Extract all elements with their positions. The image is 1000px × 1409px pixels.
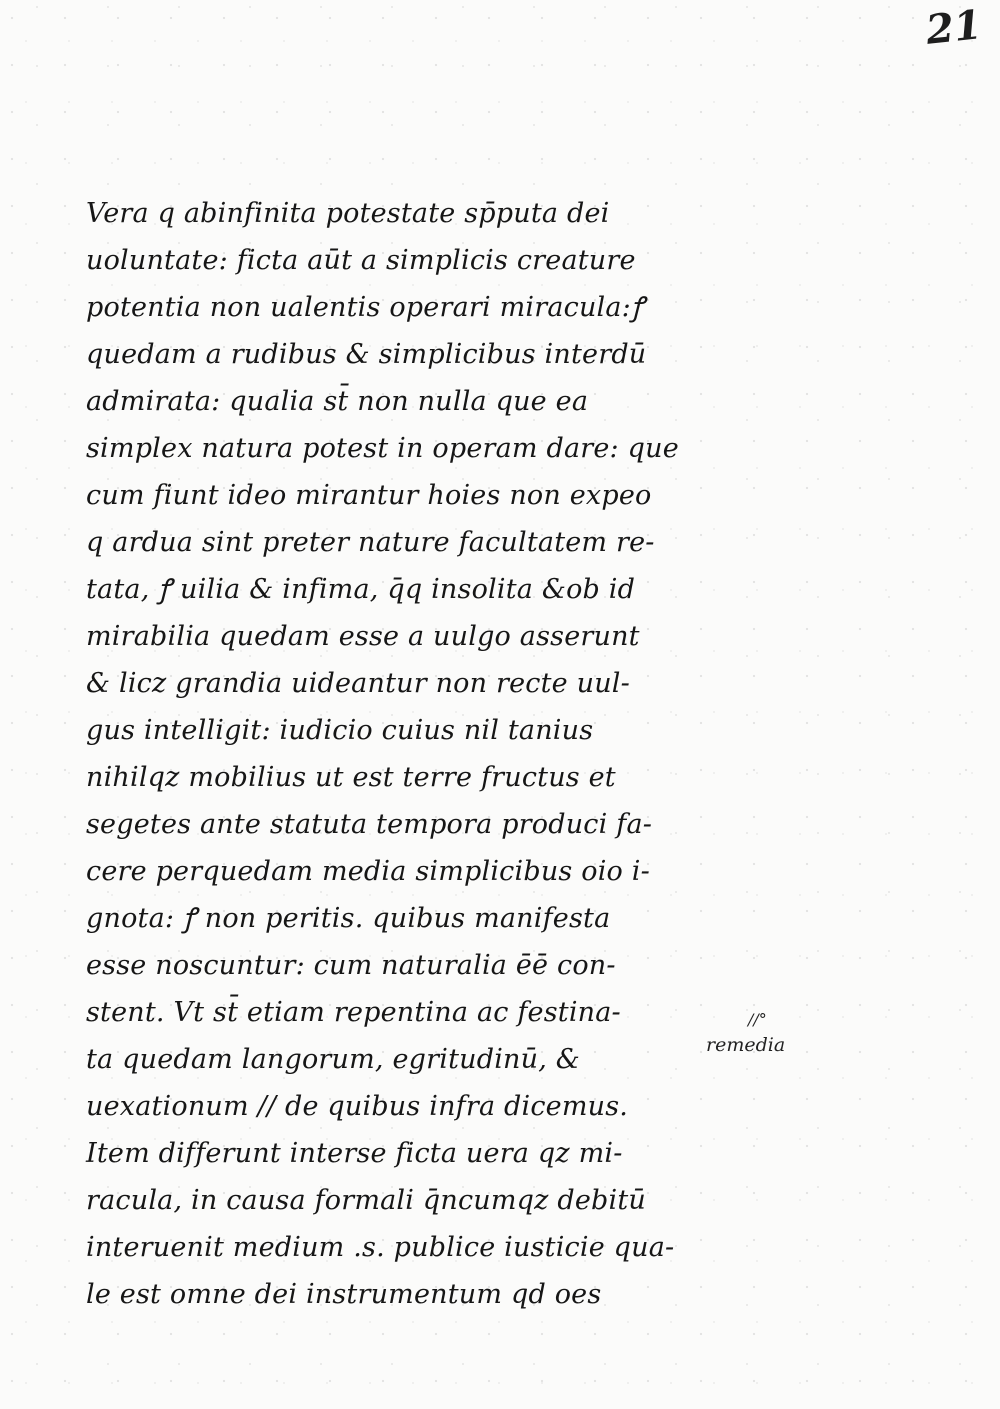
manuscript-line: q ardua sint preter nature facultatem re- bbox=[86, 527, 655, 558]
manuscript-line: gus intelligit: iudicio cuius nil tanius bbox=[86, 715, 594, 746]
manuscript-line: nihilqz mobilius ut est terre fructus et bbox=[86, 762, 616, 793]
manuscript-line: cum fiunt ideo mirantur hoies non expeo bbox=[86, 480, 652, 511]
folio-number: 21 bbox=[924, 1, 985, 54]
manuscript-line: Vera q abinfinita potestate sp̄puta dei bbox=[86, 198, 610, 229]
manuscript-line: interuenit medium .s. publice iusticie qua- bbox=[86, 1232, 675, 1263]
manuscript-line: mirabilia quedam esse a uulgo asserunt bbox=[86, 621, 640, 652]
manuscript-line: esse noscuntur: cum naturalia ēē con- bbox=[86, 950, 616, 981]
margin-note-text: remedia bbox=[706, 1034, 786, 1056]
manuscript-line: stent. Vt st̄ etiam repentina ac festina- bbox=[86, 997, 621, 1028]
manuscript-text-block bbox=[86, 190, 686, 1318]
margin-insertion-mark: //° bbox=[748, 1010, 767, 1029]
manuscript-line: uexationum // de quibus infra dicemus. bbox=[86, 1091, 629, 1122]
manuscript-line: tata, ꝭ uilia & infima, q̄q insolita &ob id bbox=[86, 574, 636, 605]
manuscript-line: quedam a rudibus & simplicibus interdū bbox=[86, 339, 647, 370]
manuscript-line: admirata: qualia st̄ non nulla que ea bbox=[86, 386, 589, 417]
manuscript-line: ta quedam langorum, egritudinū, & bbox=[86, 1044, 581, 1075]
manuscript-line: le est omne dei instrumentum qd oes bbox=[86, 1279, 602, 1310]
manuscript-line: Item differunt interse ficta uera qz mi- bbox=[86, 1138, 623, 1169]
manuscript-line: potentia non ualentis operari miracula:ꝭ bbox=[86, 292, 644, 323]
manuscript-line: uoluntate: ficta aūt a simplicis creature bbox=[86, 245, 636, 276]
manuscript-line: & licz grandia uideantur non recte uul- bbox=[86, 668, 630, 699]
manuscript-line: cere perquedam media simplicibus oio i- bbox=[86, 856, 650, 887]
manuscript-line: simplex natura potest in operam dare: que bbox=[86, 433, 679, 464]
manuscript-line: gnota: ꝭ non peritis. quibus manifesta bbox=[86, 903, 611, 934]
manuscript-line: racula, in causa formali q̄ncumqz debitū bbox=[86, 1185, 646, 1216]
margin-note bbox=[706, 1010, 786, 1056]
manuscript-line: segetes ante statuta tempora produci fa- bbox=[86, 809, 653, 840]
